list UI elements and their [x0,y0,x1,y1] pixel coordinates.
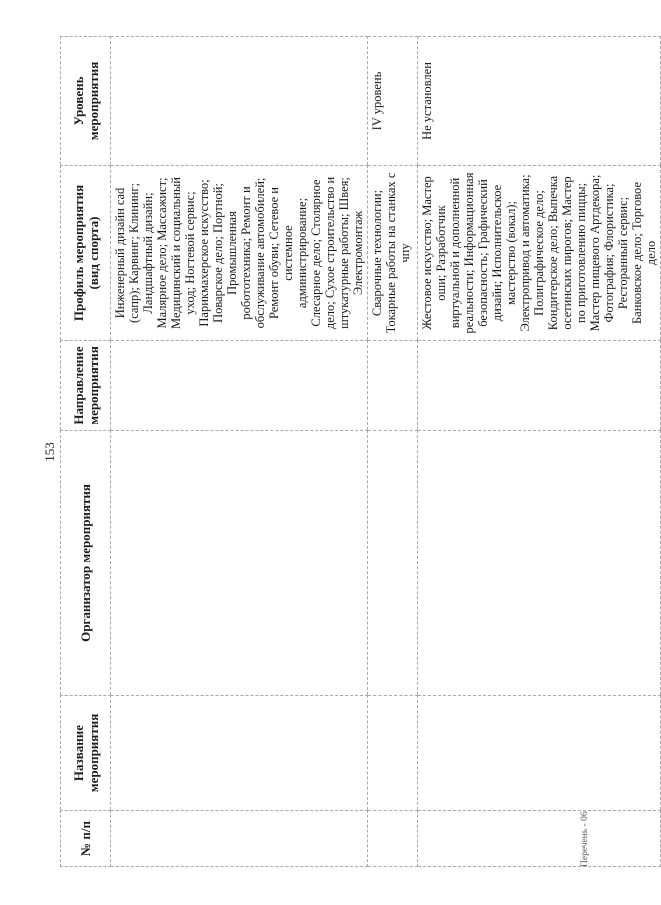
cell-profile: Сварочные технологии; Токарные работы на станках с чпу [368,166,418,341]
table-row [368,37,418,867]
events-table [60,36,661,867]
cell-name [368,696,418,811]
cell-direction [418,341,661,431]
cell-organizer [111,431,368,696]
header-direction: Направление мероприятия [61,341,111,431]
header-profile: Профиль мероприятия (вид спорта) [61,166,111,341]
cell-num [418,811,661,867]
table-header-row [61,37,111,867]
cell-level: IV уровень [368,37,418,166]
cell-profile: Инженерный дизайн cad (сапр); Карвинг; Клининг; Ландшафтный дизайн; Малярное дело; Массажист; Медицинский и социальный уход; Ногтевой сервис; Парикмахерское искусство; Поварское дело; Портной; Промышленная робототехника; Ремонт и обслуживание автомобилей; Ремонт обуви; Сетевое и системное администрирование; Слесарное дело; Столярное дело; Сухое строительство и штукатурные работы; Швея; Электромонтаж [111,166,368,341]
header-name: Название мероприятия [61,696,111,811]
footer-label: Перечень - 06 [580,811,590,867]
cell-direction [368,341,418,431]
cell-name [418,696,661,811]
cell-organizer [368,431,418,696]
header-num: № п/п [61,811,111,867]
cell-direction [111,341,368,431]
cell-level [111,37,368,166]
cell-organizer [418,431,661,696]
cell-num [368,811,418,867]
cell-level: Не установлен [418,37,661,166]
cell-profile: Жестовое искусство; Мастер оши; Разработчик виртуальной и дополненной реальности; Информационная безопасность; Графический дизайн; Исполнительское мастерство (вокал); Электропривод и автоматика; Полиграфическое дело; Кондитерское дело; Выпечка осетинских пирогов; Мастер по приготовлению пиццы; Мастер пищевого Артдекора; Фотография; Флористика; Ресторанный сервис; Банковское дело; Торговое дело [418,166,661,341]
rotated-page [40,37,658,867]
header-organizer: Организатор мероприятия [61,431,111,696]
header-level: Уровень мероприятия [61,37,111,166]
table-row [418,37,661,867]
cell-num [111,811,368,867]
page-number: 153 [42,442,57,462]
cell-name [111,696,368,811]
table-row [111,37,368,867]
